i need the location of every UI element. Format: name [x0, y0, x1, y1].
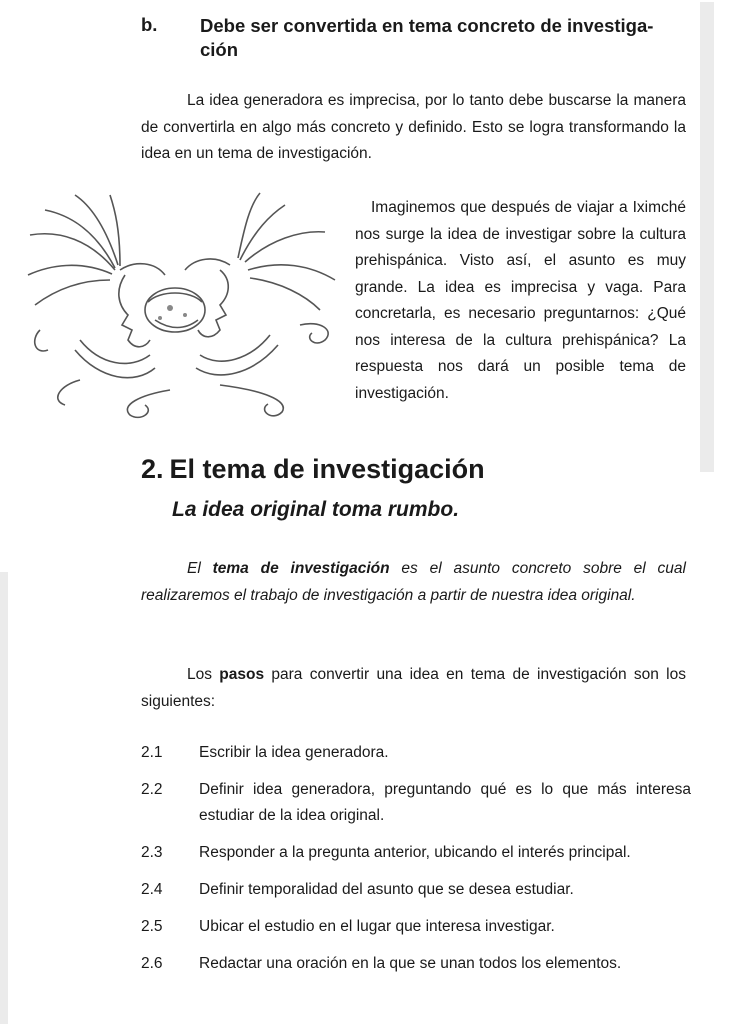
step-number: 2.2: [141, 781, 163, 798]
section-2-title: El tema de investigación: [169, 454, 485, 484]
step-number: 2.4: [141, 881, 163, 898]
list-item: [141, 840, 691, 866]
scrollbar-left[interactable]: [0, 572, 8, 1024]
example-paragraph: Imaginemos que después de viajar a Iximché nos surge la idea de investigar sobre la cultura prehispánica. Visto así, el asunto es muy grande. La idea es imprecisa y vaga. Para concretarla, es necesario preguntarnos: ¿Qué nos interesa de la cultura prehispánica? La respuesta nos dará un posible tema de investigación.: [355, 199, 686, 402]
list-item: [141, 877, 691, 903]
steps-intro-paragraph: [141, 662, 686, 715]
list-item: [141, 740, 691, 766]
section-2-heading: [141, 454, 485, 485]
section-2-number: 2.: [141, 454, 164, 484]
steps-intro-lead: Los: [187, 666, 220, 683]
definition-term: tema de investigación: [212, 560, 390, 577]
step-text: Definir idea generadora, preguntando qué es lo que más interesa estudiar de la idea original.: [199, 781, 691, 824]
section-b-title: Debe ser convertida en tema concreto de investiga-ción: [200, 15, 654, 60]
list-item: [141, 777, 691, 829]
maya-figures-illustration: [20, 190, 350, 425]
definition-paragraph: [141, 556, 686, 609]
step-text: Responder a la pregunta anterior, ubicando el interés principal.: [199, 844, 631, 861]
step-number: 2.3: [141, 844, 163, 861]
steps-intro-term: pasos: [219, 666, 265, 683]
section-b-label: b.: [141, 14, 158, 35]
step-number: 2.5: [141, 918, 163, 935]
scrollbar-right[interactable]: [700, 2, 714, 472]
step-text: Ubicar el estudio en el lugar que interesa investigar.: [199, 918, 555, 935]
definition-lead: El: [187, 560, 213, 577]
list-item: [141, 951, 691, 977]
step-text: Definir temporalidad del asunto que se desea estudiar.: [199, 881, 574, 898]
step-text: Redactar una oración en la que se unan todos los elementos.: [199, 955, 622, 972]
steps-list: [141, 740, 691, 988]
steps-intro-rest: para convertir una idea en tema de investigación son los siguientes:: [141, 666, 686, 710]
intro-paragraph: La idea generadora es imprecisa, por lo tanto debe buscarse la manera de convertirla en algo más concreto y definido. Esto se logra transformando la idea en un tema de investigación.: [141, 92, 686, 162]
step-number: 2.6: [141, 955, 163, 972]
section-2-subtitle: La idea original toma rumbo.: [172, 498, 460, 521]
step-number: 2.1: [141, 744, 163, 761]
definition-rest: es el asunto concreto sobre el cual realizaremos el trabajo de investigación a partir de nuestra idea original.: [141, 560, 686, 604]
list-item: [141, 914, 691, 940]
step-text: Escribir la idea generadora.: [199, 744, 389, 761]
